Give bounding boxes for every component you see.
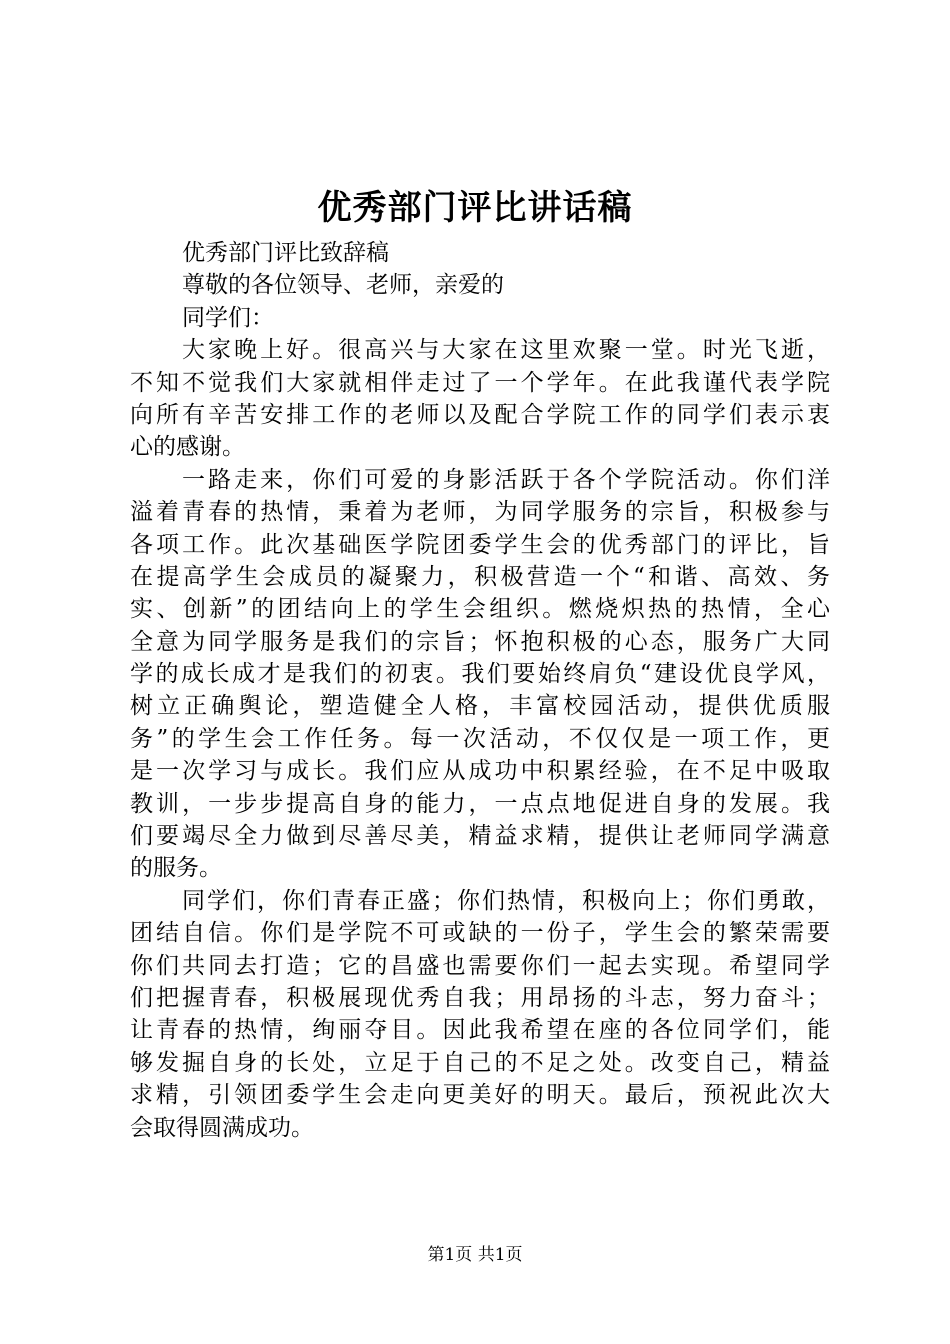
body-line: 务”的学生会工作任务。每一次活动，不仅仅是一项工作，更 (130, 725, 830, 752)
body-line: 同学们，你们青春正盛；你们热情，积极向上；你们勇敢， (182, 887, 830, 914)
body-line: 各项工作。此次基础医学院团委学生会的优秀部门的评比，旨 (130, 531, 830, 558)
document-title: 优秀部门评比讲话稿 (317, 188, 633, 228)
body-line: 在提高学生会成员的凝聚力，积极营造一个“和谐、高效、务 (130, 563, 830, 590)
body-line: 教训，一步步提高自身的能力，一点点地促进自身的发展。我 (130, 790, 830, 817)
body-line: 们要竭尽全力做到尽善尽美，精益求精，提供让老师同学满意 (130, 823, 830, 850)
body-line: 优秀部门评比致辞稿 (182, 240, 389, 266)
document-body (130, 237, 830, 1144)
body-line: 尊敬的各位领导、老师，亲爱的 (182, 272, 504, 299)
body-line: 一路走来，你们可爱的身影活跃于各个学院活动。你们洋 (182, 466, 830, 493)
body-line: 会取得圆满成功。 (130, 1114, 314, 1141)
body-line: 团结自信。你们是学院不可或缺的一份子，学生会的繁荣需要 (130, 920, 830, 947)
body-line: 树立正确舆论，塑造健全人格，丰富校园活动，提供优质服 (130, 693, 830, 720)
body-line: 的服务。 (130, 855, 222, 882)
body-line: 是一次学习与成长。我们应从成功中积累经验，在不足中吸取 (130, 758, 830, 785)
body-line: 同学们： (182, 304, 274, 331)
body-line: 让青春的热情，绚丽夺目。因此我希望在座的各位同学们，能 (130, 1017, 830, 1044)
body-line: 心的感谢。 (130, 434, 245, 461)
body-line: 大家晚上好。很高兴与大家在这里欢聚一堂。时光飞逝， (182, 337, 830, 364)
body-line: 们把握青春，积极展现优秀自我；用昂扬的斗志，努力奋斗； (130, 984, 830, 1011)
body-line: 你们共同去打造；它的昌盛也需要你们一起去实现。希望同学 (130, 952, 830, 979)
body-line: 够发掘自身的长处，立足于自己的不足之处。改变自己，精益 (130, 1049, 830, 1076)
page-footer: 第1页 共1页 (427, 1245, 523, 1265)
body-line: 向所有辛苦安排工作的老师以及配合学院工作的同学们表示衷 (130, 401, 830, 428)
body-line: 全意为同学服务是我们的宗旨；怀抱积极的心态，服务广大同 (130, 628, 830, 655)
body-line: 求精，引领团委学生会走向更美好的明天。最后，预祝此次大 (130, 1082, 830, 1109)
body-line: 学的成长成才是我们的初衷。我们要始终肩负“建设优良学风， (130, 661, 830, 688)
body-line: 实、创新”的团结向上的学生会组织。燃烧炽热的热情，全心 (130, 596, 830, 623)
body-line: 溢着青春的热情，秉着为老师，为同学服务的宗旨，积极参与 (130, 499, 830, 526)
body-line: 不知不觉我们大家就相伴走过了一个学年。在此我谨代表学院 (130, 369, 830, 396)
